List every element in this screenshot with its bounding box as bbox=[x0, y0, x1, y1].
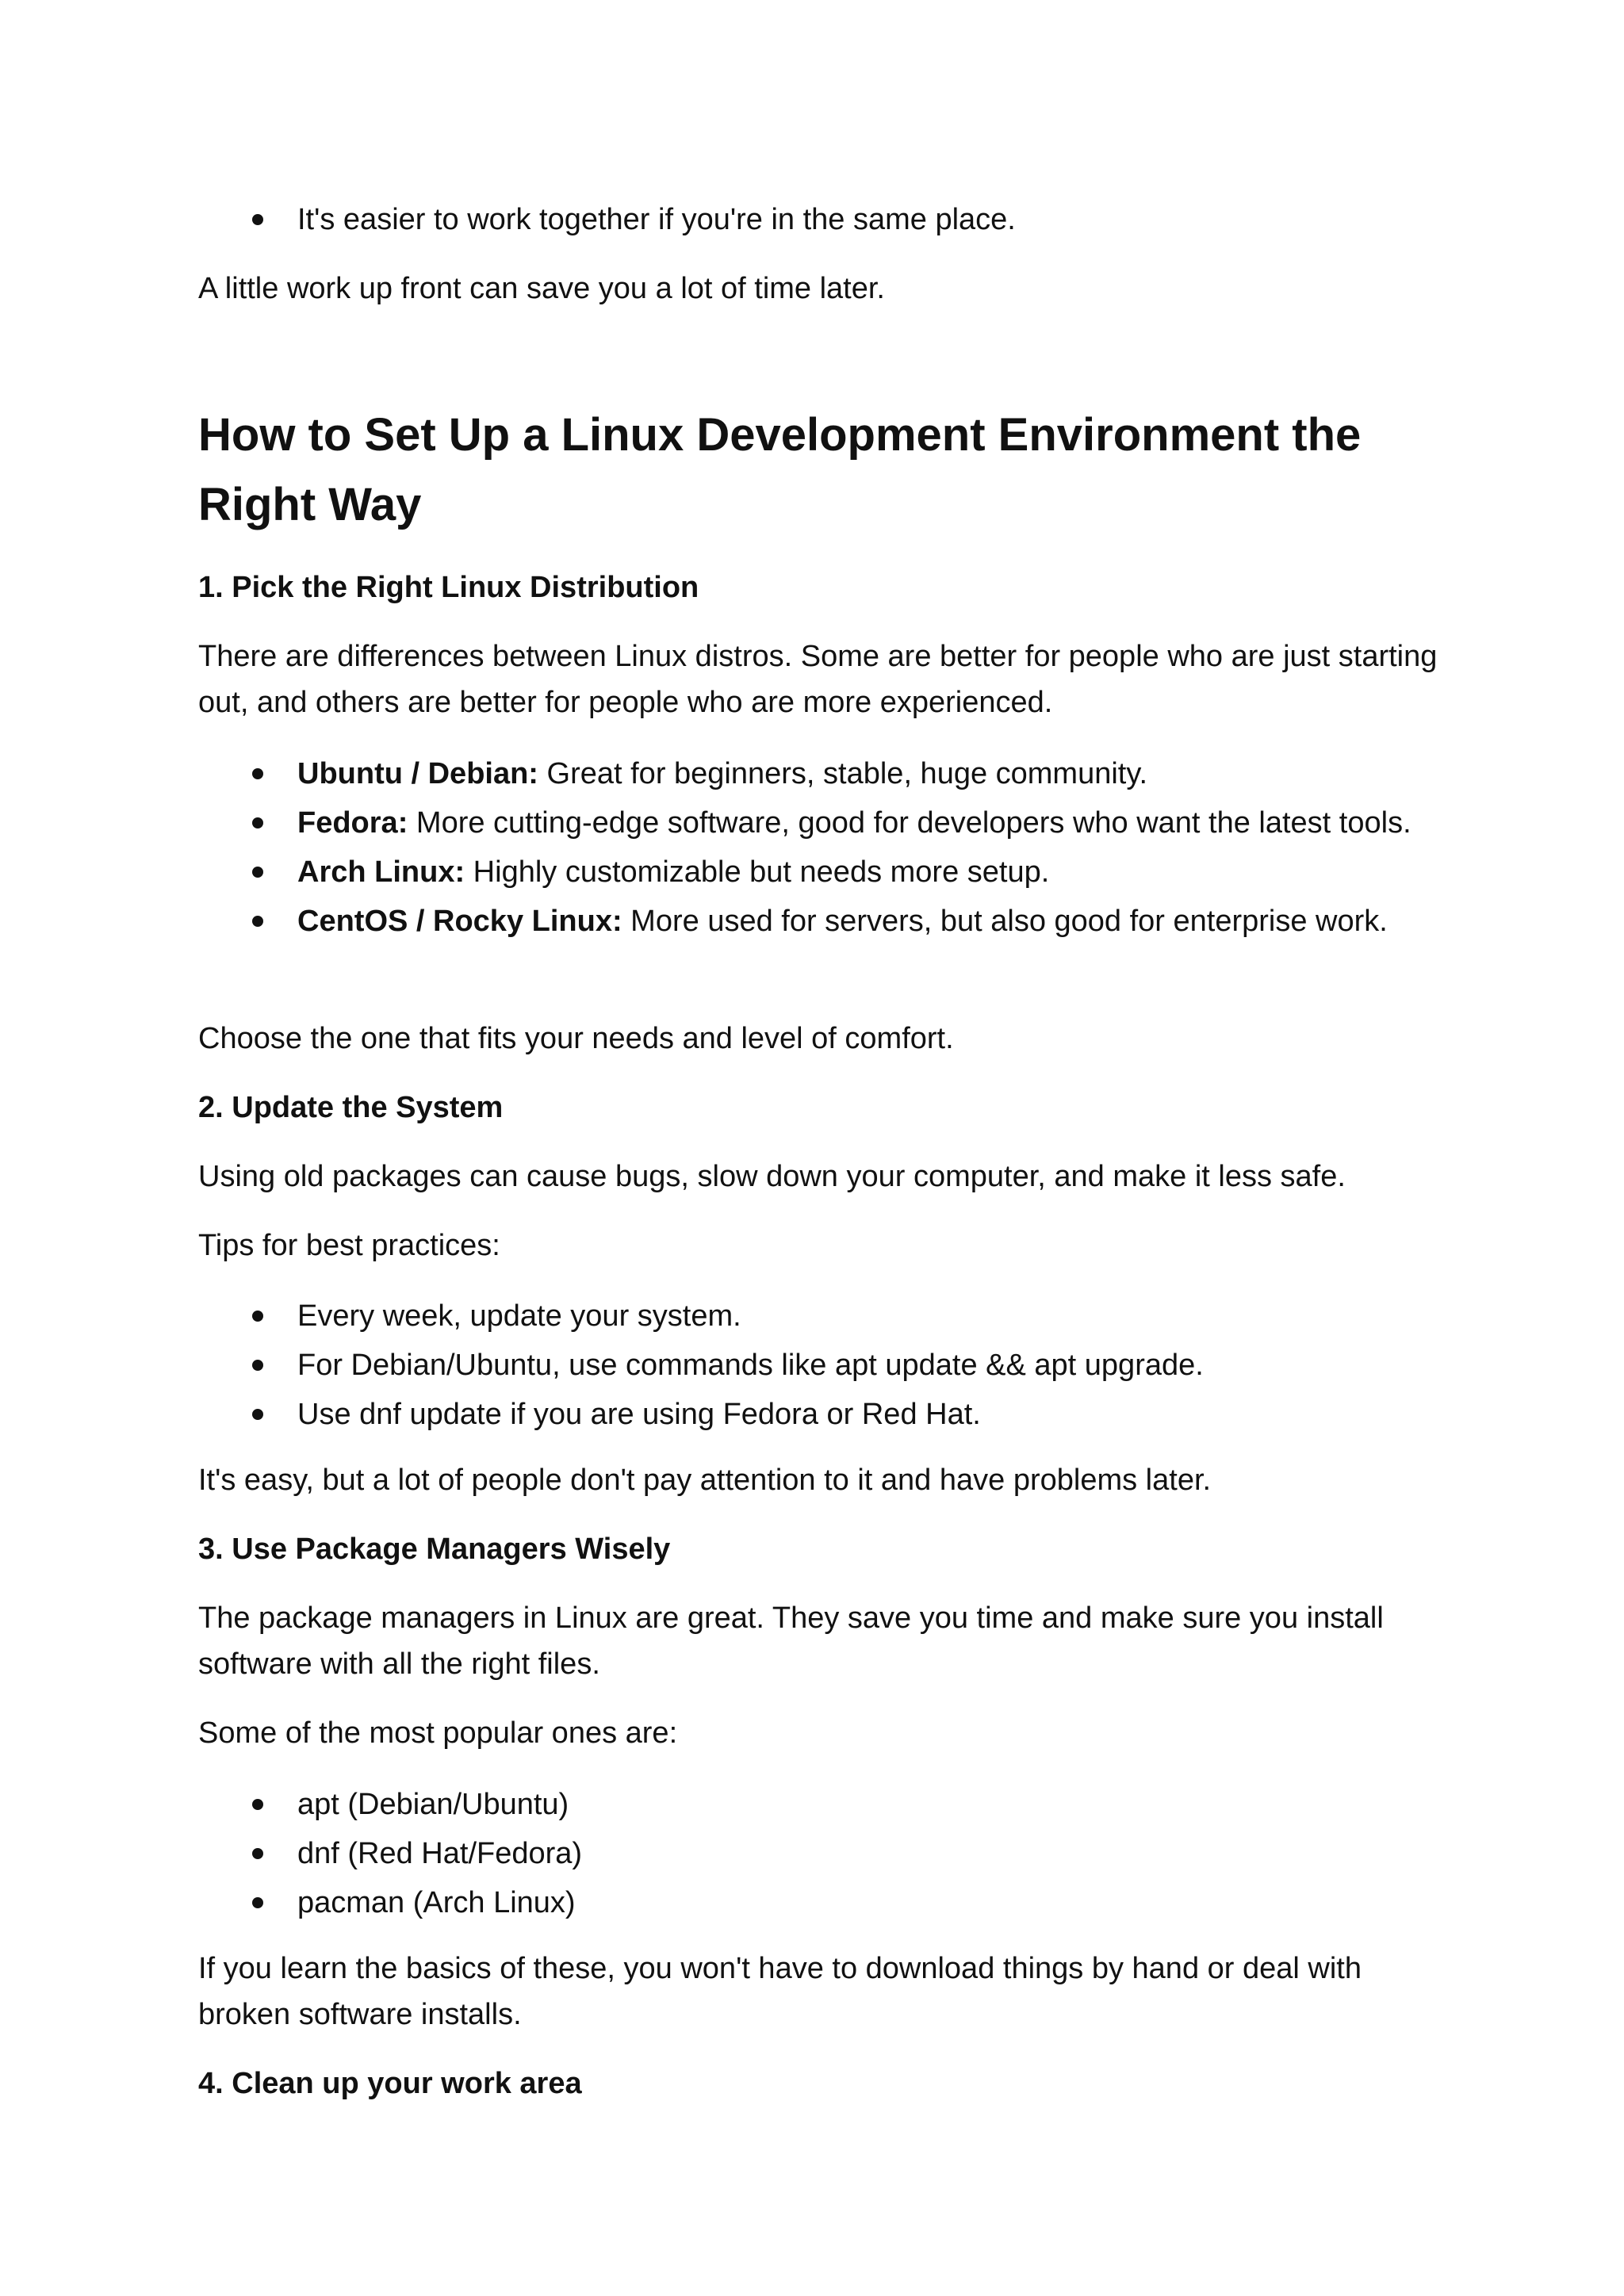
bullet-icon bbox=[252, 916, 263, 927]
list-item-term: Ubuntu / Debian: bbox=[297, 757, 538, 790]
section1-closing: Choose the one that fits your needs and level of comfort. bbox=[198, 1022, 954, 1055]
list-item-term: Fedora: bbox=[297, 806, 408, 840]
top-bullet-list bbox=[198, 197, 1443, 246]
list-item bbox=[198, 197, 1443, 243]
list-item-term: CentOS / Rocky Linux: bbox=[297, 905, 622, 938]
bullet-icon bbox=[252, 817, 263, 828]
document-page bbox=[198, 0, 1443, 2296]
list-item bbox=[198, 1831, 1443, 1877]
list-item-text: It's easier to work together if you're in the same place. bbox=[297, 203, 1016, 236]
list-item-text: Every week, update your system. bbox=[297, 1299, 741, 1333]
list-item-text: For Debian/Ubuntu, use commands like apt update && apt upgrade. bbox=[297, 1349, 1204, 1382]
list-item-text: More used for servers, but also good for enterprise work. bbox=[622, 905, 1388, 938]
list-item-text: Great for beginners, stable, huge community. bbox=[538, 757, 1148, 790]
list-item bbox=[198, 1391, 1443, 1437]
section2-paragraph: Using old packages can cause bugs, slow down your computer, and make it less safe. bbox=[198, 1160, 1346, 1193]
bullet-icon bbox=[252, 214, 263, 225]
list-item bbox=[198, 1293, 1443, 1339]
bullet-icon bbox=[252, 1409, 263, 1420]
section2-closing: It's easy, but a lot of people don't pay attention to it and have problems later. bbox=[198, 1464, 1212, 1497]
update-tips-list bbox=[198, 1293, 1443, 1441]
bullet-icon bbox=[252, 1848, 263, 1859]
list-item-term: Arch Linux: bbox=[297, 855, 465, 889]
section3-heading: 3. Use Package Managers Wisely bbox=[198, 1533, 671, 1566]
section1-heading: 1. Pick the Right Linux Distribution bbox=[198, 571, 699, 604]
package-manager-list bbox=[198, 1781, 1443, 1929]
list-item bbox=[198, 898, 1443, 944]
bullet-icon bbox=[252, 768, 263, 779]
section2-heading: 2. Update the System bbox=[198, 1091, 504, 1124]
bullet-icon bbox=[252, 867, 263, 878]
section3-paragraph: The package managers in Linux are great. They save you time and make sure you install software with all the right files. bbox=[198, 1601, 1384, 1681]
popular-label: Some of the most popular ones are: bbox=[198, 1716, 678, 1750]
distro-list bbox=[198, 751, 1443, 947]
list-item-text: More cutting-edge software, good for developers who want the latest tools. bbox=[408, 806, 1411, 840]
list-item bbox=[198, 1342, 1443, 1388]
list-item bbox=[198, 800, 1443, 846]
bullet-icon bbox=[252, 1897, 263, 1908]
bullet-icon bbox=[252, 1360, 263, 1371]
section1-paragraph: There are differences between Linux distros. Some are better for people who are just starting out, and others are better for people who are more experienced. bbox=[198, 640, 1438, 719]
list-item bbox=[198, 849, 1443, 895]
main-heading: How to Set Up a Linux Development Environment the Right Way bbox=[198, 409, 1362, 530]
tips-label: Tips for best practices: bbox=[198, 1229, 500, 1262]
list-item bbox=[198, 751, 1443, 797]
section4-heading: 4. Clean up your work area bbox=[198, 2067, 582, 2100]
list-item-text: dnf (Red Hat/Fedora) bbox=[297, 1837, 583, 1870]
list-item-text: Use dnf update if you are using Fedora or Red Hat. bbox=[297, 1398, 981, 1431]
list-item bbox=[198, 1880, 1443, 1926]
list-item-text: Highly customizable but needs more setup. bbox=[465, 855, 1050, 889]
list-item bbox=[198, 1781, 1443, 1827]
list-item-text: apt (Debian/Ubuntu) bbox=[297, 1788, 569, 1821]
list-item-text: pacman (Arch Linux) bbox=[297, 1886, 576, 1919]
bullet-icon bbox=[252, 1799, 263, 1810]
bullet-icon bbox=[252, 1311, 263, 1322]
section3-closing: If you learn the basics of these, you won't have to download things by hand or deal with broken software installs. bbox=[198, 1952, 1362, 2031]
intro-paragraph: A little work up front can save you a lot of time later. bbox=[198, 272, 885, 305]
